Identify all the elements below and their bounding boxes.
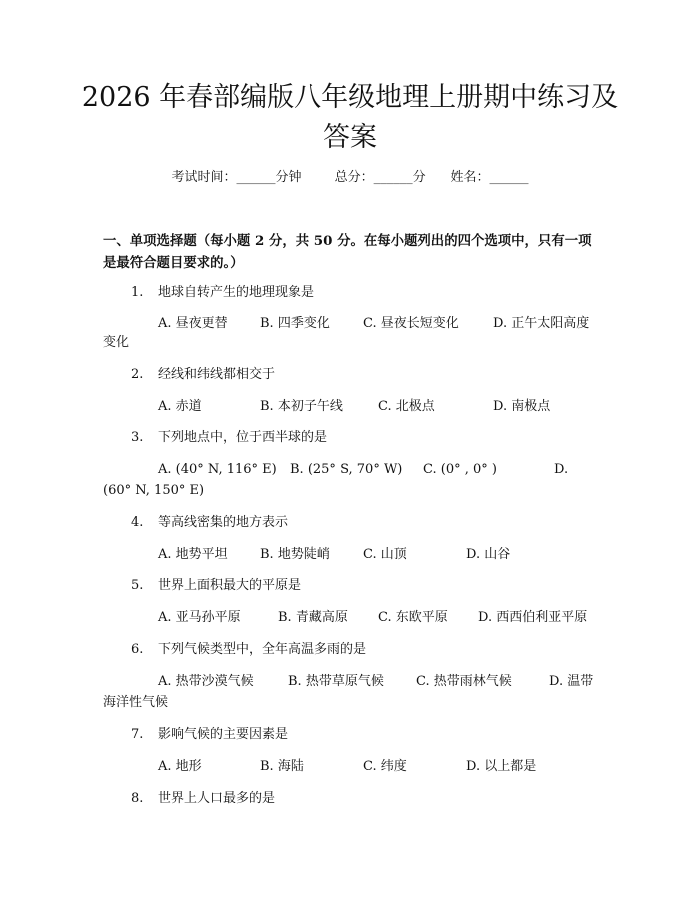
option-a: A. (40° N, 116° E) (158, 462, 277, 477)
option-d: D. 以上都是 (466, 759, 537, 774)
question-6-option-wrap: 海洋性气候 (103, 695, 169, 710)
section-heading (103, 230, 603, 274)
option-a: A. 赤道 (158, 399, 202, 414)
title-line-1: 2026 年春部编版八年级地理上册期中练习及 (81, 82, 619, 113)
option-c: C. 昼夜长短变化 (363, 316, 459, 331)
option-d: D. (554, 462, 569, 477)
option-a: A. 热带沙漠气候 (158, 674, 254, 689)
option-c: C. (0° , 0° ) (423, 462, 497, 477)
option-c: C. 热带雨林气候 (416, 674, 512, 689)
option-b: B. 本初子午线 (260, 399, 343, 414)
exam-time-label: 考试时间：______分钟 (171, 170, 302, 185)
option-d: D. 山谷 (466, 547, 511, 562)
question-number: 6. (131, 642, 144, 657)
question-number: 1. (131, 285, 144, 300)
exam-meta (0, 168, 700, 188)
option-a: A. 昼夜更替 (158, 316, 228, 331)
option-b: B. 青藏高原 (278, 610, 348, 625)
option-d: D. 正午太阳高度 (493, 316, 590, 331)
question-stem: 等高线密集的地方表示 (158, 515, 289, 530)
question-number: 4. (131, 515, 144, 530)
option-a: A. 亚马孙平原 (158, 610, 241, 625)
question-stem: 影响气候的主要因素是 (158, 727, 289, 742)
option-b: B. (25° S, 70° W) (290, 462, 403, 477)
option-c: C. 东欧平原 (378, 610, 448, 625)
question-number: 5. (131, 578, 144, 593)
page-title (60, 78, 640, 158)
question-number: 3. (131, 430, 144, 445)
option-c: C. 北极点 (378, 399, 435, 414)
question-stem: 下列气候类型中，全年高温多雨的是 (158, 642, 367, 657)
option-a: A. 地形 (158, 759, 202, 774)
question-number: 8. (131, 791, 144, 806)
option-a: A. 地势平坦 (158, 547, 228, 562)
total-score-label: 总分：______分 (334, 170, 426, 185)
option-b: B. 地势陡峭 (260, 547, 330, 562)
option-d: D. 西西伯利亚平原 (478, 610, 588, 625)
section-heading-line-2: 是最符合题目要求的。） (103, 255, 244, 271)
option-b: B. 四季变化 (260, 316, 330, 331)
option-d: D. 温带 (549, 674, 594, 689)
option-c: C. 纬度 (363, 759, 407, 774)
name-label: 姓名：______ (450, 170, 529, 185)
question-stem: 世界上人口最多的是 (158, 791, 276, 806)
question-stem: 地球自转产生的地理现象是 (158, 285, 315, 300)
question-number: 2. (131, 367, 144, 382)
question-number: 7. (131, 727, 144, 742)
question-stem: 下列地点中，位于西半球的是 (158, 430, 328, 445)
option-b: B. 海陆 (260, 759, 304, 774)
question-stem: 经线和纬线都相交于 (158, 367, 276, 382)
question-stem: 世界上面积最大的平原是 (158, 578, 302, 593)
question-3-option-wrap: (60° N, 150° E) (103, 483, 205, 498)
option-d: D. 南极点 (493, 399, 551, 414)
question-1-option-wrap: 变化 (103, 335, 130, 350)
section-heading-line-1: 一、单项选择题（每小题 2 分，共 50 分。在每小题列出的四个选项中，只有一项 (103, 233, 592, 249)
option-b: B. 热带草原气候 (288, 674, 384, 689)
title-line-2: 答案 (323, 122, 377, 153)
option-c: C. 山顶 (363, 547, 407, 562)
